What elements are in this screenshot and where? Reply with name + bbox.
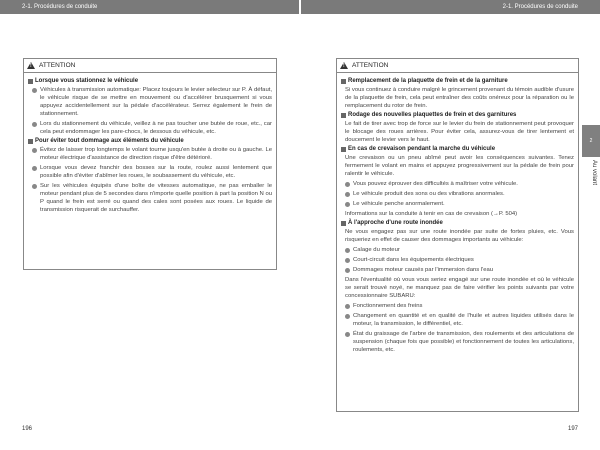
paragraph: Dans l'éventualité où vous vous seriez engagé sur une route inondée et où le véhicule se serait trouvé noyé, ne manquez pas de faire vérifier les points suivants par votre concessionnaire SUBARU: [345, 277, 574, 299]
header-right: 2-1. Procédures de conduite [300, 0, 600, 14]
list-item-text: Calage du moteur [353, 247, 400, 253]
list-item [341, 200, 574, 208]
list-item-text: Vous pouvez éprouver des difficultés à maîtriser votre véhicule. [353, 181, 518, 187]
list-item [341, 246, 574, 254]
list-item [341, 312, 574, 328]
right-box-header [337, 59, 578, 73]
list-item-text: Changement en quantité et en qualité de l'huile et autres liquides utilisés dans le moteur, la transmission, le différentiel, etc. [353, 313, 574, 327]
list-item-text: Le véhicule produit des sons ou des vibrations anormales. [353, 191, 505, 197]
square-bullet-icon [28, 139, 33, 144]
square-bullet-icon [28, 79, 33, 84]
circle-bullet-icon [345, 314, 350, 319]
header-divider [299, 0, 301, 14]
circle-bullet-icon [345, 304, 350, 309]
circle-bullet-icon [32, 184, 37, 189]
list-item [28, 182, 272, 214]
list-item [28, 164, 272, 180]
list-item-text: Lors du stationnement du véhicule, veillez à ne pas toucher une butée de roue, etc., car cela peut endommager les pare-chocs, le dessous du véhicule, etc. [40, 121, 272, 135]
paragraph: Si vous continuez à conduire malgré le grincement provenant du témoin audible d'usure de la plaquette de frein, cela peut entraîner des coûts onéreux pour la réparation ou le remplacement du rotor de frein. [345, 87, 574, 109]
circle-bullet-icon [32, 88, 37, 93]
section-heading-text: Lorsque vous stationnez le véhicule [35, 78, 139, 84]
square-bullet-icon [341, 113, 346, 118]
page-reference-note: Informations sur la conduite à tenir en cas de crevaison (→P. 504) [345, 211, 518, 217]
section-heading [28, 78, 272, 84]
circle-bullet-icon [345, 258, 350, 263]
list-item [341, 330, 574, 354]
list-item [341, 190, 574, 198]
square-bullet-icon [341, 147, 346, 152]
list-item-text: Le véhicule penche anormalement. [353, 201, 445, 207]
list-item-text: Sur les véhicules équipés d'une boîte de vitesses automatique, ne pas emballer le moteur pendant plus de 5 secondes dans n'importe quelle position à part la position N ou P quand le frein est serré ou quand des cales sont posées aux roues. Le liquide de transmission risquerait de surchauffer. [40, 183, 272, 213]
warning-icon [27, 62, 35, 69]
list-item [28, 146, 272, 162]
paragraph: Le fait de tirer avec trop de force sur le levier du frein de stationnement peut provoquer le blocage des roues arrières. Pour éviter cela, assurez-vous de tirer lentement et doucement le levier vers le haut. [345, 121, 574, 143]
section-heading-text: En cas de crevaison pendant la marche du véhicule [348, 146, 496, 152]
circle-bullet-icon [345, 248, 350, 253]
left-attention-box [23, 58, 277, 270]
paragraph: Une crevaison ou un pneu abîmé peut avoir les conséquences suivantes. Tenez fermement le volant en mains et appuyez progressivement sur la pédale de frein pour ralentir le véhicule. [345, 155, 574, 177]
section-heading [28, 138, 272, 144]
right-attention-box [336, 58, 579, 412]
circle-bullet-icon [345, 268, 350, 273]
list-item [341, 302, 574, 310]
list-item-text: Court-circuit dans les équipements électriques [353, 257, 474, 263]
section-heading [341, 78, 574, 84]
right-box-title: ATTENTION [352, 62, 389, 69]
list-item [28, 120, 272, 136]
left-box-title: ATTENTION [39, 62, 76, 69]
circle-bullet-icon [32, 148, 37, 153]
list-item-text: Évitez de laisser trop longtemps le volant tourne jusqu'en butée à droite ou à gauche. Le moteur électrique d'assistance de direction risque d'être détérioré. [40, 147, 272, 161]
list-item [341, 256, 574, 264]
side-tab-number: 2 [582, 125, 600, 157]
circle-bullet-icon [345, 182, 350, 187]
circle-bullet-icon [32, 122, 37, 127]
section-heading-text: Rodage des nouvelles plaquettes de frein et des garnitures [348, 112, 517, 118]
circle-bullet-icon [345, 332, 350, 337]
header-left: 2-1. Procédures de conduite [0, 0, 300, 14]
list-item-text: Lorsque vous devez franchir des bosses sur la route, roulez aussi lentement que possible afin d'éviter d'abîmer les roues, le soubassement du véhicule, etc. [40, 165, 272, 179]
circle-bullet-icon [32, 166, 37, 171]
list-item-text: Dommages moteur causés par l'immersion dans l'eau [353, 267, 494, 273]
list-item-text: Véhicules à transmission automatique: Placez toujours le levier sélecteur sur P. À défaut, le véhicule risque de se mettre en mouvement ou d'accélérer brusquement si vous appuyez accidentellement sur la pédale d'accélérateur. Serrez également le frein de stationnement. [40, 87, 272, 117]
list-item-text: Fonctionnement des freins [353, 303, 423, 309]
side-tab-label: Au volant [591, 160, 597, 186]
warning-icon [340, 62, 348, 69]
list-item-text: État du graissage de l'arbre de transmission, des roulements et des articulations de suspension (chaque fois que possible) et fonctionnement de toutes les articulations, roulements, etc. [353, 331, 574, 353]
paragraph: Ne vous engagez pas sur une route inondée par suite de fortes pluies, etc. Vous risqueriez en effet de causer des dommages importants au véhicule: [345, 229, 574, 243]
list-item [28, 86, 272, 118]
list-item [341, 180, 574, 188]
section-heading-text: Remplacement de la plaquette de frein et de la garniture [348, 78, 508, 84]
section-heading [341, 146, 574, 152]
left-box-header [24, 59, 276, 73]
page-number-right: 197 [567, 426, 578, 432]
page-number-left: 196 [22, 426, 33, 432]
list-item [341, 266, 574, 274]
square-bullet-icon [341, 79, 346, 84]
square-bullet-icon [341, 221, 346, 226]
section-heading-text: À l'approche d'une route inondée [348, 220, 443, 226]
section-heading [341, 220, 574, 226]
section-heading-text: Pour éviter tout dommage aux éléments du véhicule [35, 138, 184, 144]
section-heading [341, 112, 574, 118]
circle-bullet-icon [345, 192, 350, 197]
circle-bullet-icon [345, 202, 350, 207]
